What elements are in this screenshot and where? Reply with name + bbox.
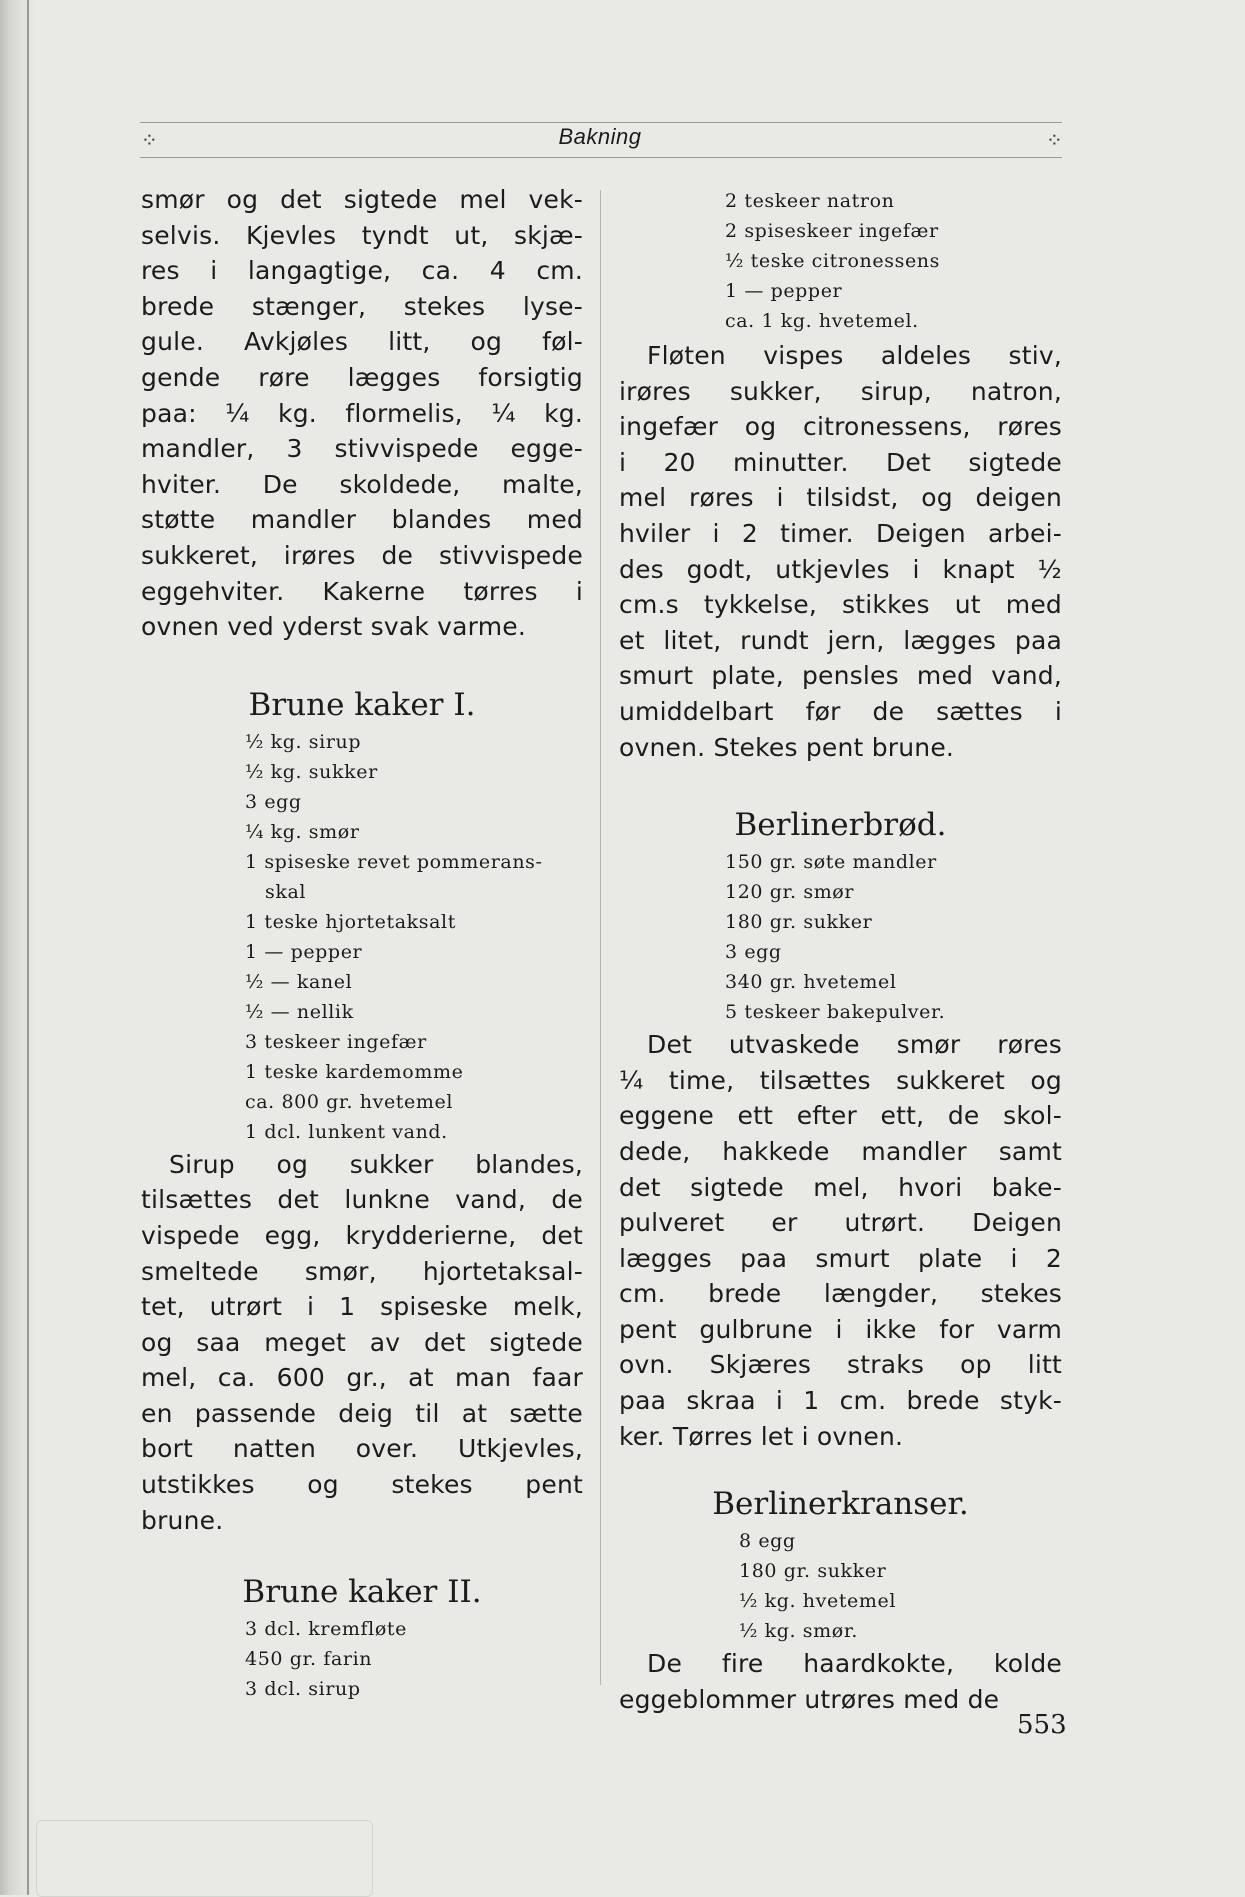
text-line: tilsættes det lunkne vand, de — [141, 1185, 583, 1215]
text-line: smurt plate, pensles med vand, — [619, 661, 1062, 691]
text-line: pent gulbrune i ikke for varm — [619, 1314, 1062, 1344]
intro-paragraph — [141, 182, 583, 645]
text-line: eggene ett efter ett, de skol- — [619, 1101, 1062, 1131]
text-line: ovnen ved yderst svak varme. — [141, 612, 526, 642]
header-bottom-rule — [140, 157, 1062, 158]
text-line: utstikkes og stekes pent — [141, 1470, 583, 1500]
ingredient-list-brune-kaker-2-cont — [725, 186, 1062, 336]
ingredient-item: 1 — pepper — [245, 940, 363, 963]
text-line: eggehviter. Kakerne tørres i — [141, 576, 583, 606]
text-line: sukkeret, irøres de stivvispede — [141, 540, 583, 570]
text-line: cm. brede længder, stekes — [619, 1279, 1062, 1309]
ingredient-list-berlinerbrod — [725, 847, 1062, 1027]
text-line: selvis. Kjevles tyndt ut, skjæ- — [141, 220, 583, 250]
ingredient-item: 1 teske kardemomme — [245, 1060, 464, 1083]
text-line: ovnen. Stekes pent brune. — [619, 732, 955, 762]
ingredient-item: 3 egg — [725, 941, 782, 964]
text-line: det sigtede mel, hvori bake- — [619, 1172, 1062, 1202]
header-ornament-left-icon: ⁘ — [141, 130, 158, 152]
method-brune-kaker-2 — [619, 338, 1062, 765]
text-line: hviler i 2 timer. Deigen arbei- — [619, 518, 1062, 548]
text-line: og saa meget av det sigtede — [141, 1327, 583, 1357]
recipe-title-brune-kaker-2: Brune kaker II. — [242, 1574, 482, 1611]
ingredient-item: 3 dcl. sirup — [245, 1678, 361, 1701]
ingredient-item: 1 teske hjortetaksalt — [245, 910, 456, 933]
ingredient-item: 2 teskeer natron — [725, 190, 895, 212]
text-line: ovn. Skjæres straks op litt — [619, 1350, 1062, 1380]
recipe-title-berlinerbrod: Berlinerbrød. — [734, 807, 947, 844]
text-line: gende røre lægges forsigtig — [141, 362, 583, 392]
text-line: umiddelbart før de sættes i — [619, 696, 1062, 726]
text-line: des godt, utkjevles i knapt ½ — [619, 554, 1062, 584]
right-column — [619, 186, 1062, 1717]
text-line: gule. Avkjøles litt, og føl- — [141, 327, 583, 357]
book-binding-shadow — [0, 0, 36, 1895]
text-line: tet, utrørt i 1 spiseske melk, — [141, 1292, 583, 1322]
binding-edge — [27, 0, 29, 1895]
ingredient-item: 3 egg — [245, 790, 302, 813]
text-line: i 20 minutter. Det sigtede — [619, 447, 1062, 477]
ingredient-item: 180 gr. sukker — [725, 911, 873, 934]
header-ornament-right-icon: ⁘ — [1046, 130, 1063, 152]
text-line: brune. — [141, 1505, 224, 1535]
text-line: smeltede smør, hjortetaksal- — [141, 1256, 583, 1286]
text-line: Fløten vispes aldeles stiv, — [647, 341, 1062, 370]
text-line: mel røres i tilsidst, og deigen — [619, 483, 1062, 513]
text-line: Det utvaskede smør røres — [647, 1030, 1062, 1060]
text-line: Sirup og sukker blandes, — [169, 1149, 583, 1179]
ingredient-item: ¼ kg. smør — [245, 820, 360, 843]
text-line: bort natten over. Utkjevles, — [141, 1434, 583, 1464]
ingredient-item: 120 gr. smør — [725, 881, 855, 904]
text-line: pulveret er utrørt. Deigen — [619, 1208, 1062, 1238]
ingredient-item: 1 spiseske revet pommerans- — [245, 850, 543, 873]
text-line: irøres sukker, sirup, natron, — [619, 376, 1062, 406]
ingredient-item: ½ — nellik — [245, 1000, 354, 1023]
text-line: cm.s tykkelse, stikkes ut med — [619, 590, 1062, 620]
text-line: hviter. De skoldede, malte, — [141, 469, 583, 499]
ingredient-item: ½ teske citronessens — [725, 250, 940, 272]
ingredient-item: ca. 800 gr. hvetemel — [245, 1090, 454, 1113]
text-line: mandler, 3 stivvispede egge- — [141, 434, 583, 464]
method-berlinerbrod — [619, 1027, 1062, 1454]
ingredient-item: ca. 1 kg. hvetemel. — [725, 310, 919, 332]
ingredient-item: ½ kg. sirup — [245, 730, 362, 753]
text-line: ker. Tørres let i ovnen. — [619, 1421, 904, 1451]
ingredient-item: 180 gr. sukker — [739, 1560, 887, 1583]
column-divider — [600, 190, 601, 1685]
method-berlinerkranser — [619, 1646, 1062, 1717]
method-brune-kaker-1 — [141, 1147, 583, 1539]
ingredient-item: 3 teskeer ingefær — [245, 1030, 427, 1053]
text-line: vispede egg, krydderierne, det — [141, 1220, 583, 1250]
ingredient-item: 150 gr. søte mandler — [725, 851, 937, 874]
text-line: ¼ time, tilsættes sukkeret og — [619, 1065, 1062, 1095]
recipe-title-brune-kaker-1: Brune kaker I. — [248, 686, 476, 723]
ingredient-item: ½ kg. smør. — [739, 1620, 859, 1643]
page-number: 553 — [1017, 1710, 1067, 1740]
ingredient-item: 8 egg — [739, 1530, 796, 1553]
left-column — [141, 182, 583, 1704]
ingredient-item: ½ — kanel — [245, 970, 353, 993]
text-line: paa skraa i 1 cm. brede styk- — [619, 1386, 1062, 1416]
recipe-title-berlinerkranser: Berlinerkranser. — [712, 1486, 969, 1523]
ingredient-item: ½ kg. hvetemel — [739, 1590, 897, 1613]
ingredient-list-brune-kaker-1 — [245, 727, 583, 1147]
ingredient-item: skal — [265, 880, 307, 903]
ingredient-item: 450 gr. farin — [245, 1648, 373, 1671]
ingredient-item: 340 gr. hvetemel — [725, 971, 897, 994]
text-line: paa: ¼ kg. flormelis, ¼ kg. — [141, 398, 583, 428]
text-line: mel, ca. 600 gr., at man faar — [141, 1363, 583, 1393]
ingredient-item: ½ kg. sukker — [245, 760, 378, 783]
ingredient-item: 2 spiseskeer ingefær — [725, 220, 939, 242]
ingredient-item: 1 dcl. lunkent vand. — [245, 1120, 448, 1143]
text-line: en passende deig til at sætte — [141, 1398, 583, 1428]
ingredient-list-berlinerkranser — [739, 1526, 1062, 1646]
text-line: ingefær og citronessens, røres — [619, 412, 1062, 442]
text-line: res i langagtige, ca. 4 cm. — [141, 256, 583, 286]
header-top-rule — [140, 122, 1062, 123]
text-line: smør og det sigtede mel vek- — [141, 185, 583, 214]
text-line: De fire haardkokte, kolde — [647, 1649, 1062, 1679]
page-corner-mark — [36, 1820, 373, 1897]
text-line: eggeblommer utrøres med de — [619, 1684, 1000, 1714]
ingredient-list-brune-kaker-2 — [245, 1614, 583, 1704]
running-title: Bakning — [558, 124, 642, 149]
text-line: dede, hakkede mandler samt — [619, 1136, 1062, 1166]
text-line: brede stænger, stekes lyse- — [141, 291, 583, 321]
ingredient-item: 5 teskeer bakepulver. — [725, 1001, 946, 1024]
ingredient-item: 1 — pepper — [725, 280, 843, 302]
text-line: et litet, rundt jern, lægges paa — [619, 625, 1062, 655]
text-line: lægges paa smurt plate i 2 — [619, 1243, 1062, 1273]
text-line: støtte mandler blandes med — [141, 505, 583, 535]
ingredient-item: 3 dcl. kremfløte — [245, 1618, 407, 1641]
